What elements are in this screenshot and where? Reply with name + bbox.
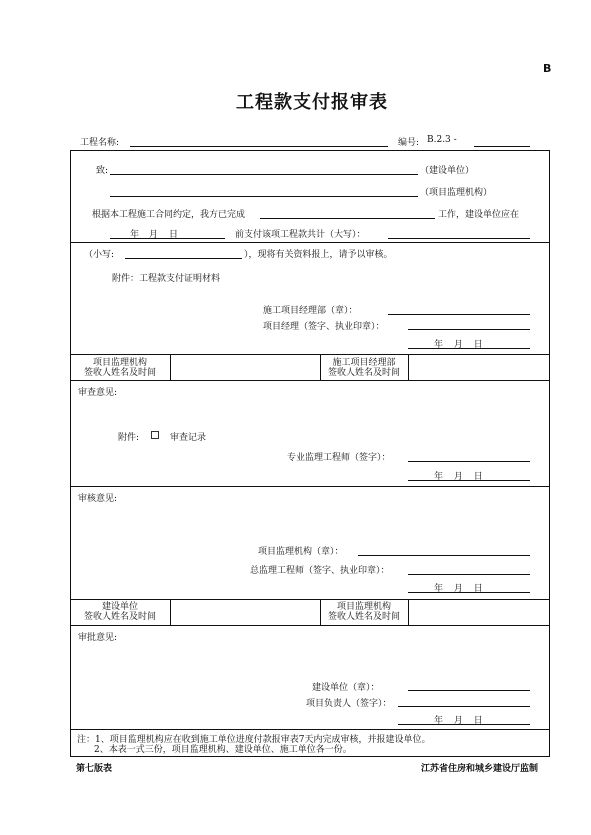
section3-date: 年 月 日 [434, 472, 483, 482]
section2-date-field[interactable] [408, 348, 530, 349]
receipt2-right-field[interactable] [409, 600, 549, 624]
construction-unit-label: （建设单位） [420, 166, 475, 176]
section4-date: 年 月 日 [434, 584, 483, 594]
payment-date-field[interactable] [110, 238, 225, 239]
section4-date-field[interactable] [408, 592, 530, 593]
dept-label: 施工项目经理部（章）： [263, 306, 358, 316]
review-record-label: 审查记录 [170, 433, 207, 443]
small-write-label: （小写: [84, 250, 115, 260]
section3-date-field[interactable] [408, 480, 530, 481]
number-label: 编号: [398, 138, 420, 148]
receipt1-left-label: 项目监理机构 签收人姓名及时间 [83, 358, 156, 378]
receipt1-right-field[interactable] [409, 355, 549, 379]
footer-edition: 第七版表 [76, 764, 113, 774]
engineer-sign-field[interactable] [408, 461, 530, 462]
month-label: 月 [149, 230, 159, 240]
small-write-end-text: ），现将有关资料报上，请予以审核。 [244, 250, 393, 260]
supervision-org-field[interactable] [110, 196, 418, 197]
to-field[interactable] [110, 174, 418, 175]
chief-sign-field[interactable] [408, 574, 530, 575]
chief-label: 总监理工程师（签字、执业印章）： [250, 566, 390, 576]
to-label: 致: [96, 166, 109, 176]
approval-opinion-label: 审批意见: [78, 633, 118, 643]
section5-date: 年 月 日 [434, 716, 483, 726]
attachment-text: 附件：工程款支付证明材料 [112, 274, 221, 284]
audit-opinion-label: 审核意见: [78, 494, 118, 504]
org-seal-label: 项目监理机构（章）： [258, 547, 344, 557]
org-seal-field[interactable] [358, 555, 530, 556]
footer-issuer: 江苏省住房和城乡建设厅监制 [421, 764, 539, 774]
receipt1-right-label: 施工项目经理部 签收人姓名及时间 [327, 358, 400, 378]
receipt2-left-label: 建设单位 签收人姓名及时间 [83, 602, 156, 622]
page-title: 工程款支付报审表 [236, 92, 388, 113]
year-label: 年 [130, 230, 140, 240]
project-name-label: 工程名称: [80, 138, 120, 148]
unit-seal-label: 建设单位（章）： [312, 683, 380, 693]
corner-mark: B [543, 62, 552, 75]
note-line-1: 注：1、项目监理机构应在收到施工单位进度付款报审表7天内完成审核，并报建设单位。 [77, 735, 431, 745]
receipt2-right-label: 项目监理机构 签收人姓名及时间 [327, 602, 400, 622]
line1-text: 根据本工程施工合同约定，我方已完成 [92, 210, 246, 220]
amount-figures-field[interactable] [125, 258, 242, 259]
line2-mid-text: 前支付该项工程款共计（大写）： [235, 230, 366, 240]
dept-seal-field[interactable] [388, 314, 530, 315]
note-line-2: 2、本表一式三份，项目监理机构、建设单位、施工单位各一份。 [94, 745, 352, 755]
leader-label: 项目负责人（签字）： [306, 699, 392, 709]
receipt2-left-field[interactable] [171, 600, 319, 624]
review-record-checkbox[interactable] [151, 431, 159, 439]
project-name-field[interactable] [130, 146, 388, 147]
receipt1-left-field[interactable] [171, 355, 319, 379]
line1-end-text: 工作，建设单位应在 [438, 210, 520, 220]
unit-seal-field[interactable] [408, 690, 530, 691]
review-opinion-label: 审查意见: [78, 388, 118, 398]
supervision-org-label: （项目监理机构） [420, 188, 493, 198]
review-attachment-label: 附件: [118, 433, 140, 443]
section5-date-field[interactable] [398, 724, 530, 725]
leader-sign-field[interactable] [398, 706, 530, 707]
manager-label: 项目经理（签字、执业印章）： [263, 322, 385, 332]
amount-words-field[interactable] [388, 238, 530, 239]
section2-date: 年 月 日 [434, 340, 483, 350]
day-label: 日 [169, 230, 179, 240]
number-value: B.2.3 - [427, 135, 457, 145]
engineer-label: 专业监理工程师（签字）： [287, 453, 391, 463]
work-completed-field[interactable] [260, 218, 435, 219]
manager-sign-field[interactable] [408, 329, 530, 330]
number-field[interactable] [474, 146, 530, 147]
